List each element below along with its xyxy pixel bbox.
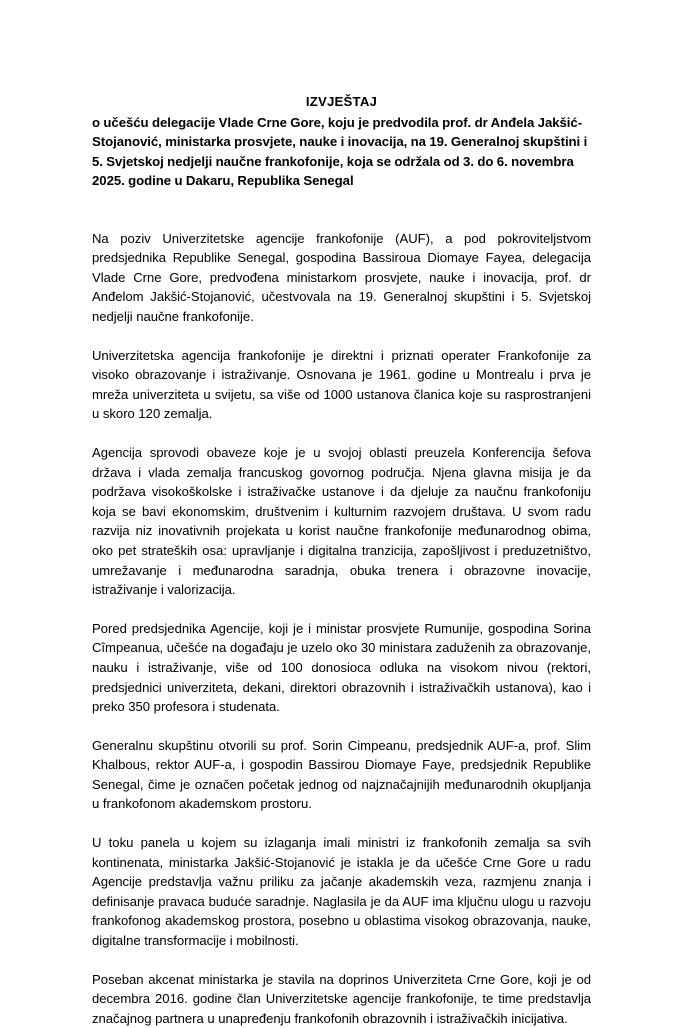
body-paragraph: Pored predsjednika Agencije, koji je i ministar prosvjete Rumunije, gospodina Sorina Cîmpeanua, učešće na događaju je uzelo oko 30 ministara zaduženih za obrazovanje, nauku i istraživanje, više od 100 donosioca odluka na visokom nivou (rektori, predsjednici univerziteta, dekani, direktori obrazovnih i istraživačkih ustanova), kao i preko 350 profesora i studenata. (92, 620, 591, 715)
body-paragraph: Poseban akcenat ministarka je stavila na doprinos Univerziteta Crne Gore, koji je od decembra 2016. godine član Univerzitetske agencije frankofonije, te time predstavlja značajnog partnera u unapređenju frankofonih obrazovnih i istraživačkih inicijativa. (92, 971, 591, 1026)
document-body (92, 229, 591, 1028)
body-paragraph: Na poziv Univerzitetske agencije frankofonije (AUF), a pod pokroviteljstvom predsjednika Republike Senegal, gospodina Bassiroua Diomaye Fayea, delegacija Vlade Crne Gore, predvođena ministarkom prosvjete, nauke i inovacija, prof. dr Anđelom Jakšić-Stojanović, učestvovala na 19. Generalnoj skupštini i 5. Svjetskoj nedjelji naučne frankofonije. (92, 230, 591, 324)
document-title-block (92, 92, 591, 191)
body-paragraph: Univerzitetska agencija frankofonije je direktni i priznati operater Frankofonije za visoko obrazovanje i istraživanje. Osnovana je 1961. godine u Montrealu i prva je mreža univerziteta u svijetu, sa više od 1000 ustanova članica koje su rasprostranjeni u skoro 120 zemalja. (92, 347, 591, 422)
page-title: IZVJEŠTAJ (305, 94, 378, 109)
document-subtitle: o učešću delegacije Vlade Crne Gore, koju je predvodila prof. dr Anđela Jakšić-Stojanović, ministarka prosvjete, nauke i inovacija, na 19. Generalnoj skupštini i 5. Svjetskoj nedjelji naučne frankofonije, koja se održala od 3. do 6. novembra 2025. godine u Dakaru, Republika Senegal (92, 115, 588, 189)
body-paragraph: Agencija sprovodi obaveze koje je u svojoj oblasti preuzela Konferencija šefova država i vlada zemalja francuskog govornog područja. Njena glavna misija je da podržava visokoškolske i istraživačke ustanove i da djeluje za naučnu frankofoniju koja se bavi ekonomskim, društvenim i kulturnim razvojem društava. U svom radu razvija niz inovativnih projekata u korist naučne frankofonije međunarodnog obima, oko pet strateških osa: upravljanje i digitalna tranzicija, zapošljivost i preduzetništvo, umrežavanje i međunarodna saradnja, obuka trenera i obrazovne inovacije, istraživanje i valorizacija. (92, 444, 591, 598)
body-paragraph: U toku panela u kojem su izlaganja imali ministri iz frankofonih zemalja sa svih kontinenata, ministarka Jakšić-Stojanović je istakla je da učešće Crne Gore u radu Agencije predstavlja važnu priliku za jačanje akademskih veza, razmjenu znanja i definisanje pravaca buduće saradnje. Naglasila je da AUF ima ključnu ulogu u razvoju frankofonog akademskog prostora, posebno u oblastima visokog obrazovanja, nauke, digitalne transformacije i mobilnosti. (92, 835, 591, 949)
body-paragraph: Generalnu skupštinu otvorili su prof. Sorin Cimpeanu, predsjednik AUF-a, prof. Slim Khalbous, rektor AUF-a, i gospodin Bassirou Diomaye Faye, predsjednik Republike Senegal, čime je označen početak jednog od najznačajnijih međunarodnih okupljanja u frankofonom akademskom prostoru. (92, 737, 591, 812)
